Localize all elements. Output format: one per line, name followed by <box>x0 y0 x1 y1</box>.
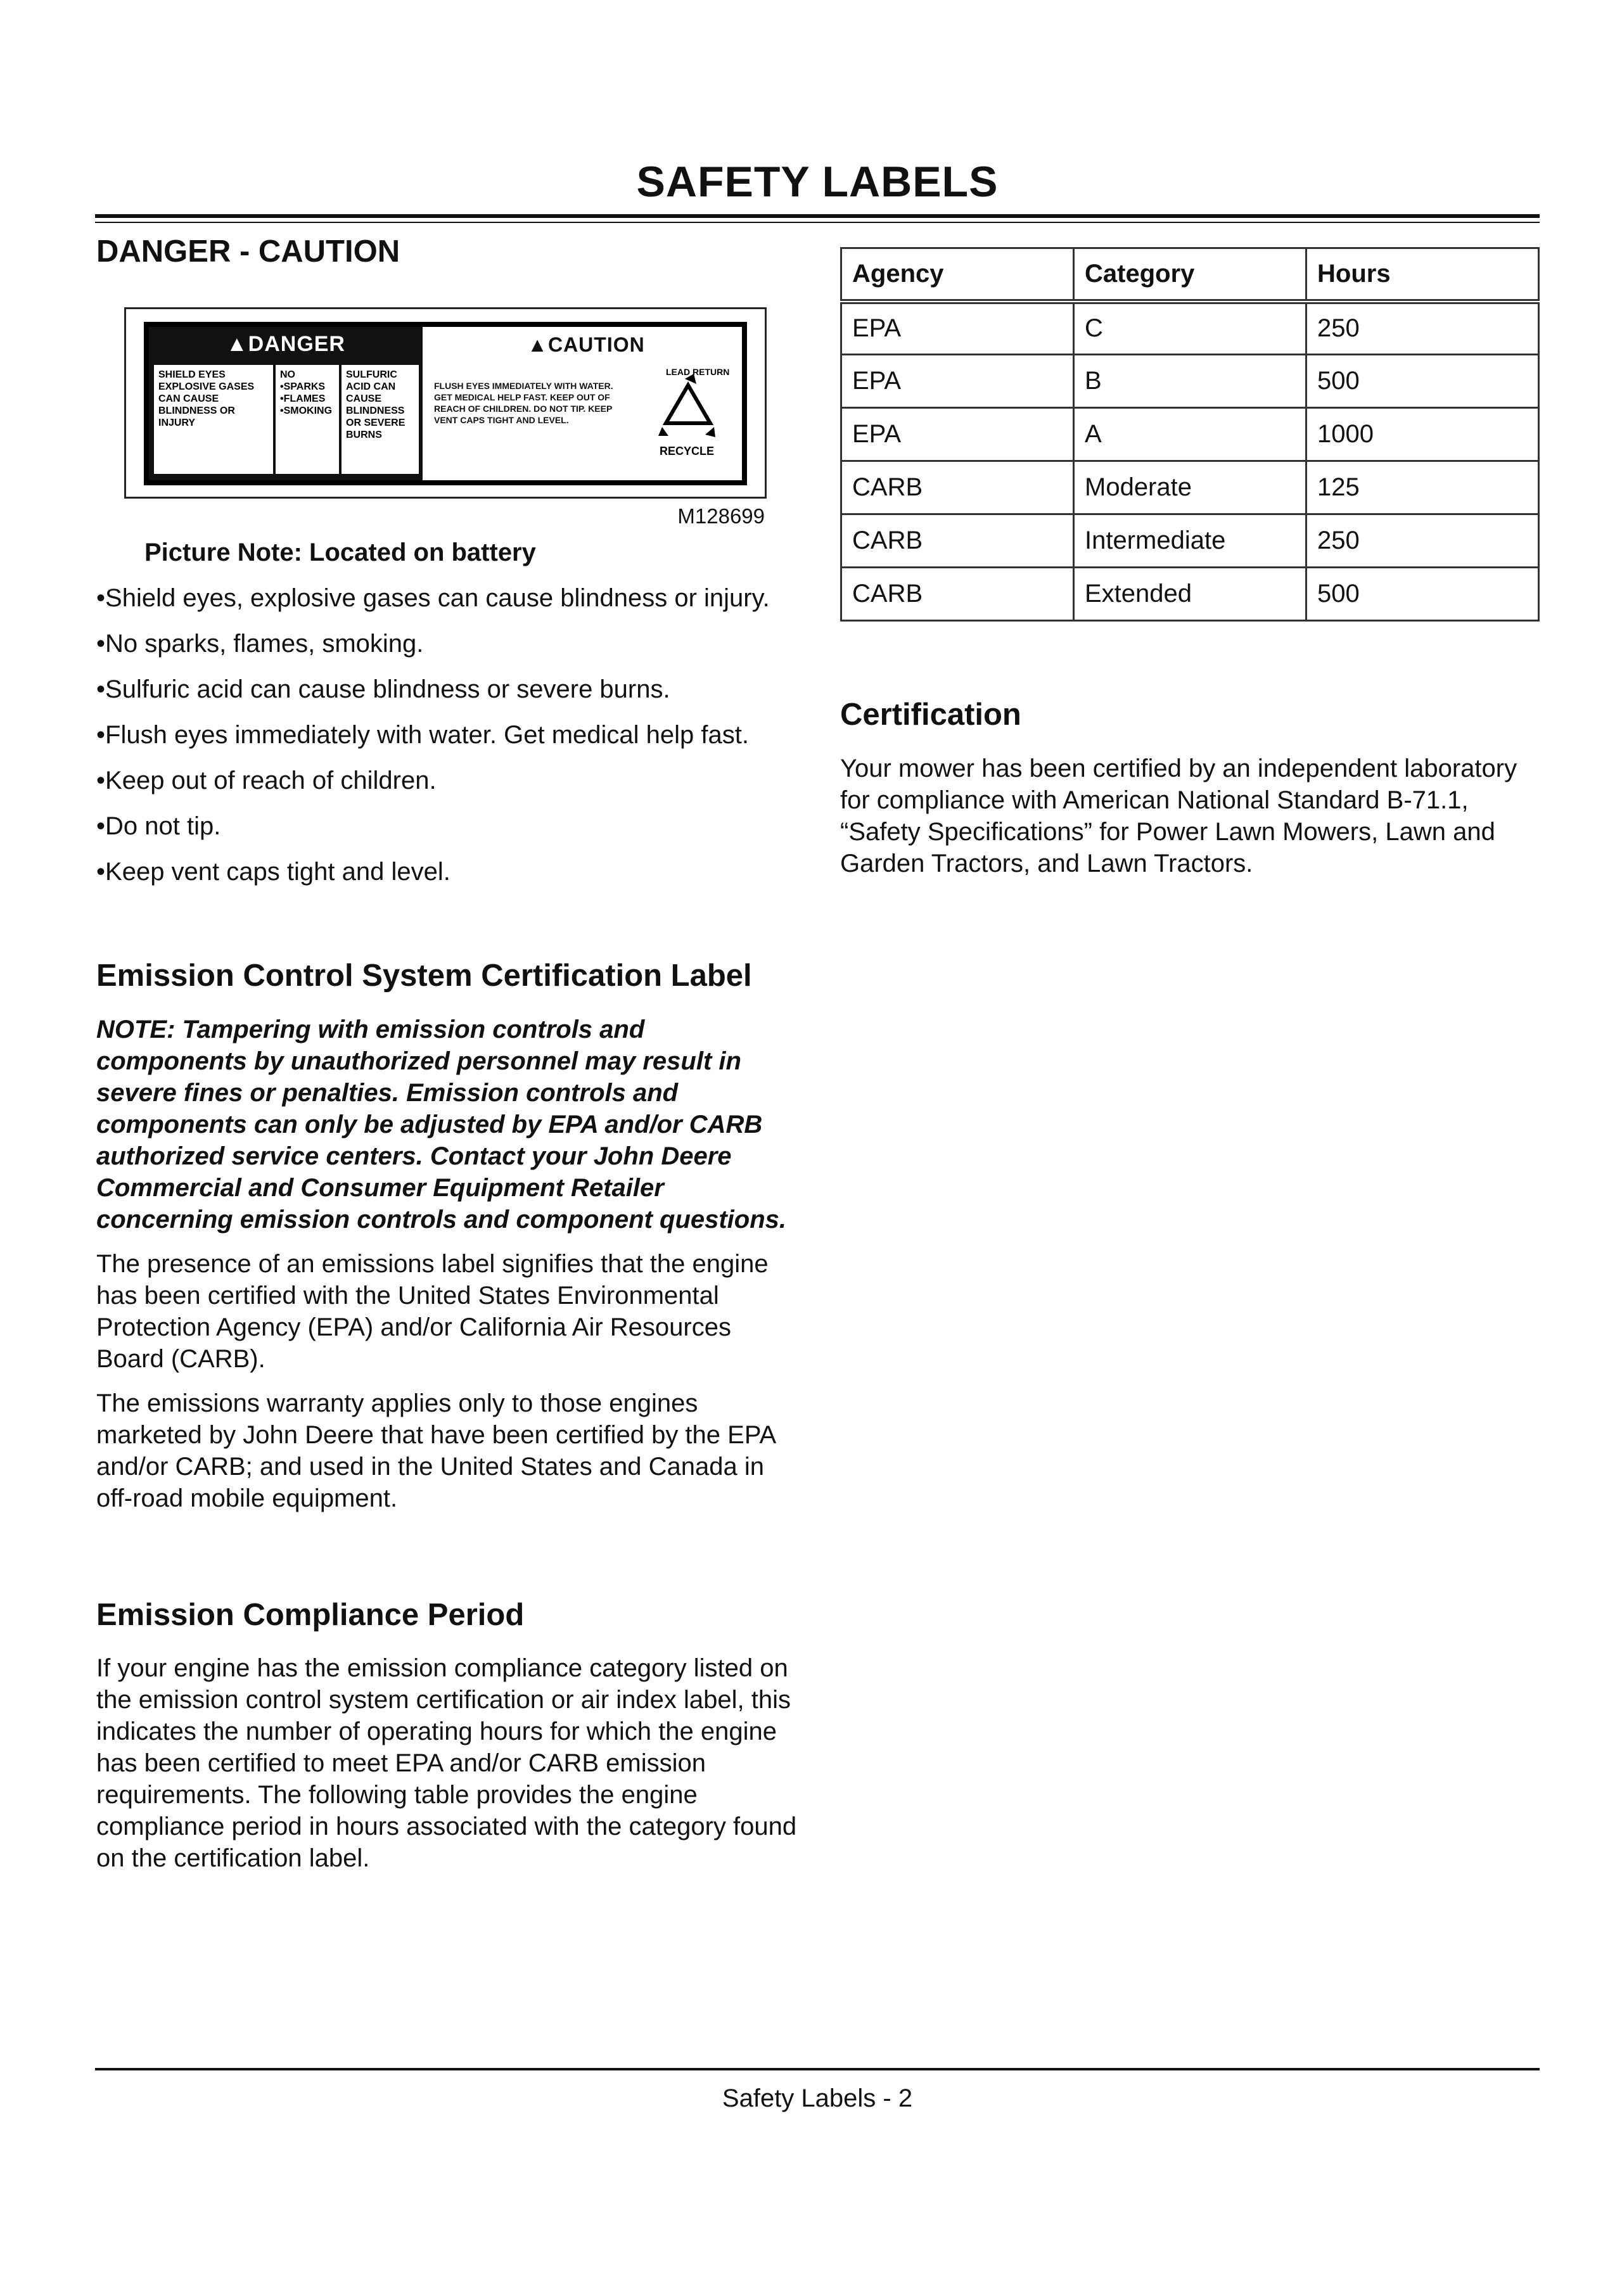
table-cell-hours: 500 <box>1306 355 1539 408</box>
safety-bullet-list <box>96 582 800 888</box>
picture-note: Picture Note: Located on battery <box>144 538 536 566</box>
table-header-row <box>841 248 1539 302</box>
danger-panel <box>149 327 423 480</box>
table-cell-hours: 125 <box>1306 461 1539 514</box>
battery-label-graphic <box>144 322 747 485</box>
table-cell-category: Extended <box>1074 568 1306 621</box>
table-cell-category: C <box>1074 302 1306 355</box>
table-row <box>841 355 1539 408</box>
table-header-category: Category <box>1074 248 1306 302</box>
table-cell-hours: 250 <box>1306 302 1539 355</box>
table-cell-agency: EPA <box>841 302 1074 355</box>
battery-label-figure <box>124 307 767 528</box>
title-divider-thin <box>95 222 1540 223</box>
table-cell-agency: CARB <box>841 461 1074 514</box>
list-item: • Shield eyes, explosive gases can cause blindness or injury. <box>96 582 800 614</box>
table-cell-hours: 250 <box>1306 514 1539 568</box>
emission-label-heading: Emission Control System Certification Label <box>96 958 752 993</box>
figure-id: M128699 <box>677 504 765 528</box>
list-item: • Flush eyes immediately with water. Get medical help fast. <box>96 719 800 751</box>
table-cell-hours: 500 <box>1306 568 1539 621</box>
caution-word: ▲CAUTION <box>527 333 645 356</box>
danger-word: ▲DANGER <box>226 331 345 356</box>
compliance-period-heading: Emission Compliance Period <box>96 1597 525 1632</box>
table-row <box>841 514 1539 568</box>
table-header-hours: Hours <box>1306 248 1539 302</box>
table-cell-hours: 1000 <box>1306 408 1539 461</box>
emission-label-paragraph-2: The emissions warranty applies only to those engines marketed by John Deere that have been certified by the EPA and/or CARB; and used in the United States and Canada in off-road mobile equipment. <box>96 1389 776 1512</box>
compliance-period-paragraph: If your engine has the emission compliance category listed on the emission control system certification or air index label, this indicates the number of operating hours for which the engine has been certified to meet EPA and/or CARB emission requirements. The following table provides the engine compliance period in hours associated with the category found on the certification label. <box>96 1654 797 1873</box>
tampering-note: NOTE: Tampering with emission controls and components by unauthorized personnel may result in severe fines or penalties. Emission controls and components can only be adjusted by EPA and/or CARB authorized service centers. Contact your John Deere Commercial and Consumer Equipment Retailer concerning emission controls and component questions. <box>96 1015 787 1234</box>
right-column <box>840 247 1540 879</box>
table-cell-category: Intermediate <box>1074 514 1306 568</box>
table-row <box>841 568 1539 621</box>
list-item: • No sparks, flames, smoking. <box>96 628 800 660</box>
table-cell-agency: CARB <box>841 514 1074 568</box>
list-item: • Keep vent caps tight and level. <box>96 856 800 888</box>
table-cell-agency: CARB <box>841 568 1074 621</box>
caution-panel <box>430 327 742 480</box>
recycle-icon <box>641 360 736 468</box>
table-header-agency: Agency <box>841 248 1074 302</box>
page-footer: Safety Labels - 2 <box>722 2084 913 2112</box>
list-item: • Do not tip. <box>96 810 800 842</box>
left-column <box>96 233 800 1874</box>
emission-label-paragraph-1: The presence of an emissions label signifies that the engine has been certified with the United States Environmental Protection Agency (EPA) and/or California Air Resources Board (CARB). <box>96 1249 769 1373</box>
table-cell-agency: EPA <box>841 408 1074 461</box>
certification-paragraph: Your mower has been certified by an independent laboratory for compliance with American National Standard B-71.1, “Safety Specifications” for Power Lawn Mowers, Lawn and Garden Tractors, and Lawn Tractors. <box>840 754 1517 877</box>
certification-heading: Certification <box>840 698 1021 732</box>
table-cell-category: Moderate <box>1074 461 1306 514</box>
danger-caution-heading: DANGER - CAUTION <box>96 234 400 269</box>
title-divider <box>95 214 1540 218</box>
danger-box-no-sparks: NO •SPARKS •FLAMES •SMOKING <box>276 365 339 474</box>
table-cell-agency: EPA <box>841 355 1074 408</box>
recycle-label: RECYCLE <box>660 444 715 457</box>
table-cell-category: A <box>1074 408 1306 461</box>
caution-text: FLUSH EYES IMMEDIATELY WITH WATER. GET MEDICAL HELP FAST. KEEP OUT OF REACH OF CHILDREN. DO NOT TIP. KEEP VENT CAPS TIGHT AND LEVEL. <box>434 380 613 425</box>
list-item: • Keep out of reach of children. <box>96 765 800 796</box>
recycle-top-text: LEAD RETURN <box>666 366 730 377</box>
table-row <box>841 408 1539 461</box>
list-item: • Sulfuric acid can cause blindness or severe burns. <box>96 673 800 705</box>
table-row <box>841 461 1539 514</box>
footer-divider <box>95 2068 1540 2070</box>
page-title: SAFETY LABELS <box>636 158 999 206</box>
table-row <box>841 302 1539 355</box>
compliance-period-table <box>840 247 1540 622</box>
danger-box-sulfuric-acid: SULFURIC ACID CAN CAUSE BLINDNESS OR SEVERE BURNS <box>342 365 419 474</box>
table-cell-category: B <box>1074 355 1306 408</box>
danger-box-shield-eyes: SHIELD EYES EXPLOSIVE GASES CAN CAUSE BLINDNESS OR INJURY <box>154 365 273 474</box>
